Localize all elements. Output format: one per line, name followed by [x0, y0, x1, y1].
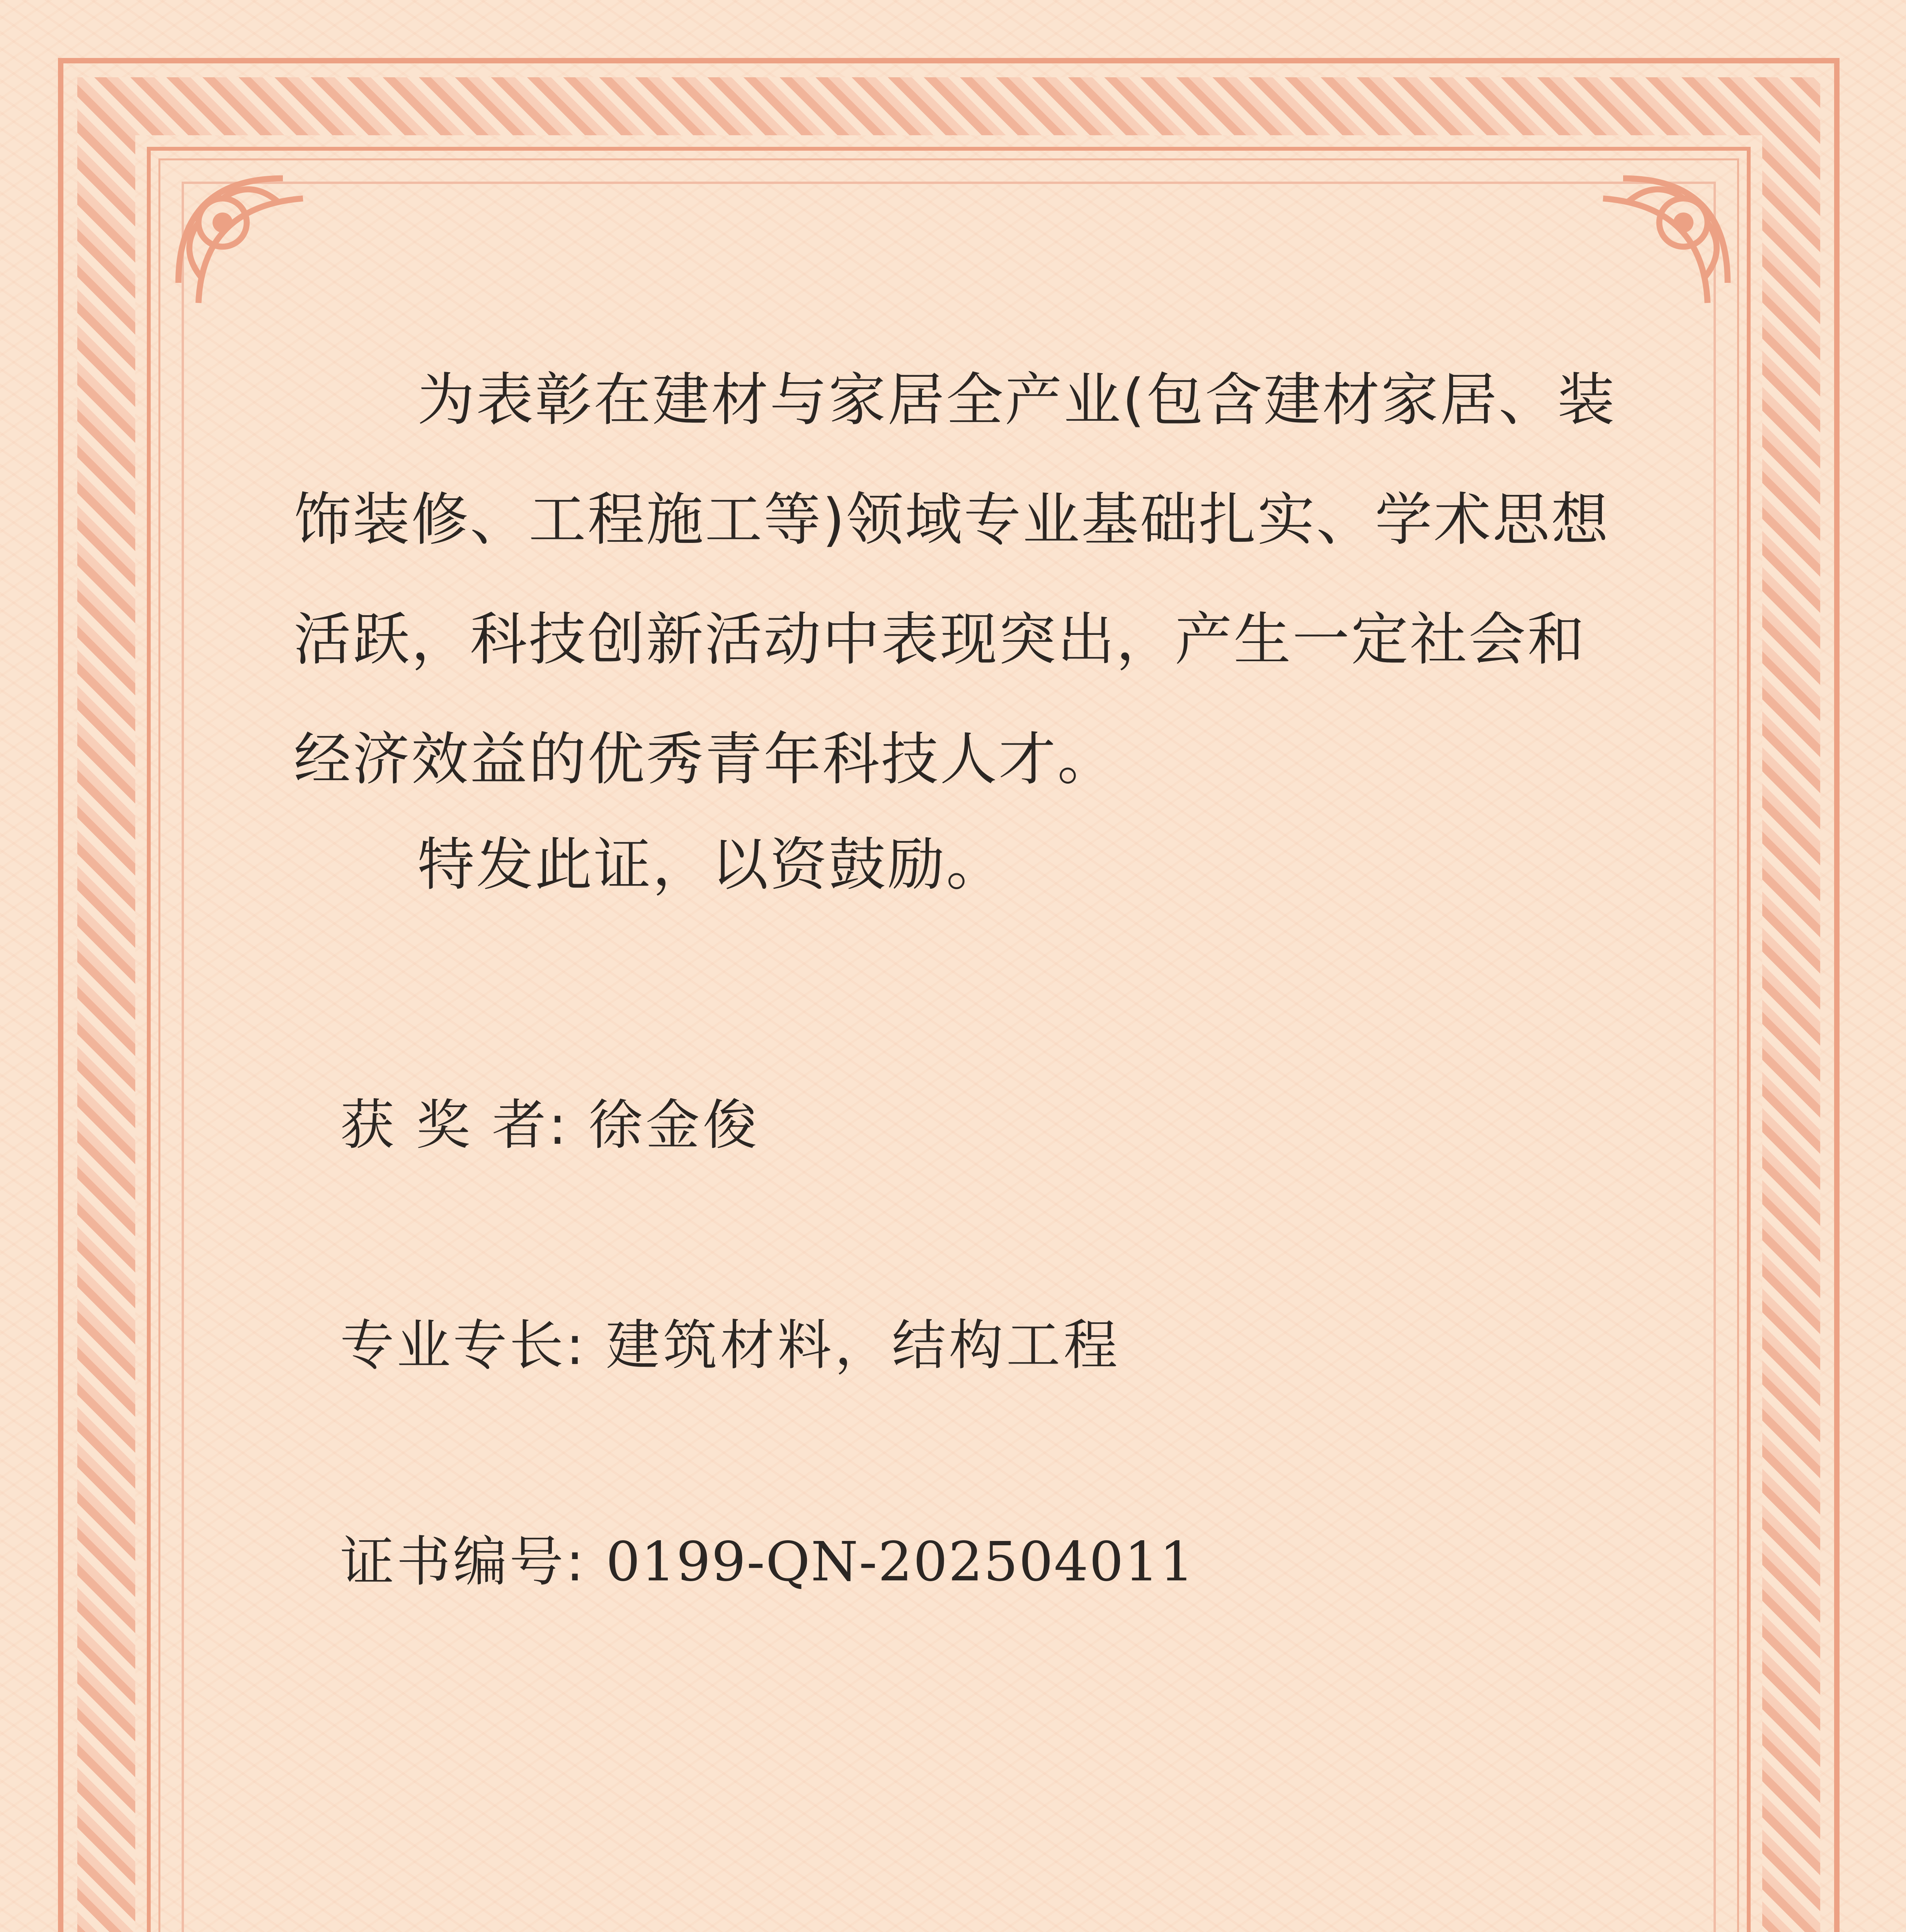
certificate-number-value: 0199-QN-202504011 [606, 1531, 1195, 1594]
specialty-value: 建筑材料，结构工程 [606, 1314, 1121, 1377]
specialty-label: 专业专长: [340, 1314, 587, 1377]
awardee-field [340, 1082, 760, 1160]
awardee-name: 徐金俊 [588, 1094, 760, 1157]
certificate-number-field [340, 1519, 1195, 1596]
corner-ornament-icon [1543, 162, 1744, 363]
certificate-closing-text: 特发此证，以资鼓励。 [417, 832, 1005, 898]
certificate-number-label: 证书编号: [340, 1531, 587, 1594]
corner-ornament-icon [162, 162, 363, 363]
specialty-field [340, 1302, 1121, 1380]
awardee-label: 获 奖 者: [340, 1094, 569, 1157]
certificate-body-text: 为表彰在建材与家居全产业(包含建材家居、装饰装修、工程施工等)领域专业基础扎实、学术思想活跃，科技创新活动中表现突出，产生一定社会和经济效益的优秀青年科技人才。 [294, 367, 1616, 793]
